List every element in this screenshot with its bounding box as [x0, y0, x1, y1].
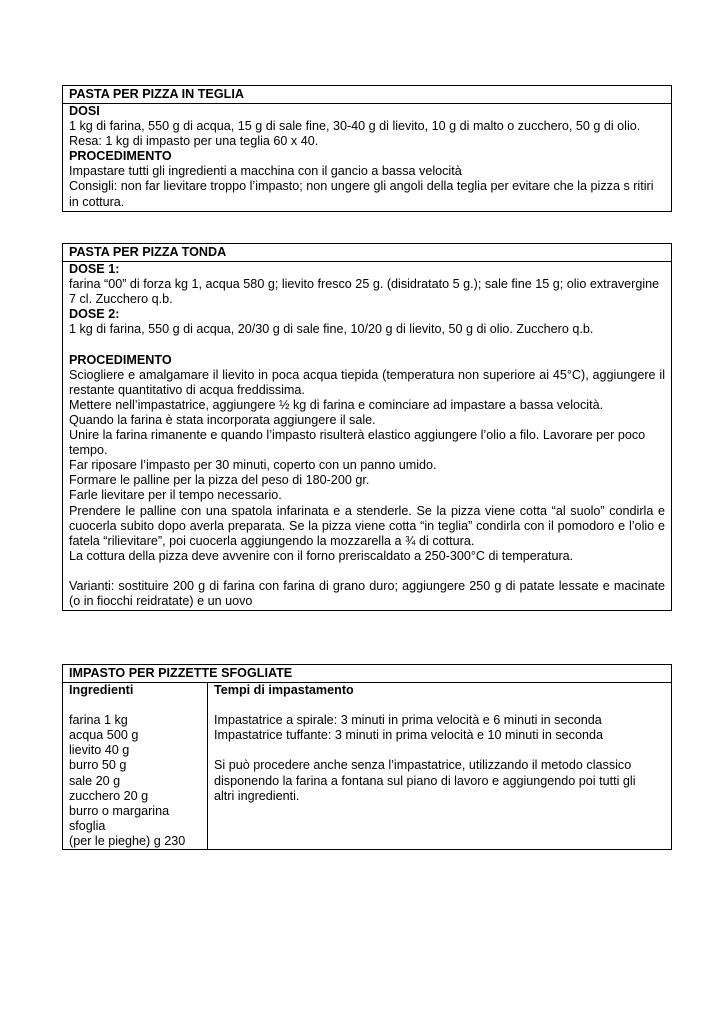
- ingredient-item: acqua 500 g: [69, 728, 139, 743]
- recipe-body: [63, 104, 671, 211]
- dose1-text: farina “00” di forza kg 1, acqua 580 g; lievito fresco 25 g. (disidratato 5 g.); sale fine 15 g; olio extravergine 7 cl. Zucchero q.b.: [69, 277, 660, 307]
- recipe-title: PASTA PER PIZZA TONDA: [63, 244, 671, 262]
- tempi-line: Impastatrice tuffante: 3 minuti in prima velocità e 10 minuti in seconda: [214, 728, 603, 743]
- ingredients-heading: Ingredienti: [69, 683, 134, 697]
- recipe-box-pizza-tonda: [62, 243, 672, 611]
- spacer: [214, 743, 665, 758]
- step-text: Unire la farina rimanente e quando l’impasto risulterà elastico aggiungere l’olio a filo. Lavorare per poco tempo.: [69, 428, 646, 458]
- step-text: Formare le palline per la pizza del peso di 180-200 gr.: [69, 473, 370, 488]
- recipe-title: IMPASTO PER PIZZETTE SFOGLIATE: [63, 665, 671, 683]
- tempi-heading: Tempi di impastamento: [214, 683, 354, 697]
- step-text: Mettere nell’impastatrice, aggiungere ½ kg di farina e cominciare ad impastare a bassa velocità.: [69, 397, 604, 412]
- varianti-text: Varianti: sostituire 200 g di farina con farina di grano duro; aggiungere 250 g di patate lessate e macinate (o in fiocchi reidratate) e un uovo: [69, 578, 665, 609]
- procedimento-heading: PROCEDIMENTO: [69, 149, 172, 164]
- dose1-heading: DOSE 1:: [69, 262, 120, 276]
- recipe-body: [63, 262, 671, 610]
- ingredient-item: sale 20 g: [69, 773, 121, 788]
- recipe-table: [63, 683, 671, 849]
- consigli-text: Consigli: non far lievitare troppo l’impasto; non ungere gli angoli della teglia per evitare che la pizza s ritiri in cottura.: [69, 179, 654, 209]
- step-text: La cottura della pizza deve avvenire con il forno preriscaldato a 250-300°C di temperatura.: [69, 548, 574, 563]
- ingredient-item: burro o margarina: [69, 803, 170, 818]
- spacer: [69, 698, 201, 713]
- dose2-heading: DOSE 2:: [69, 307, 120, 322]
- ingredient-item: farina 1 kg: [69, 713, 128, 728]
- spacer: [69, 564, 665, 579]
- recipe-box-pizzette-sfogliate: [62, 664, 672, 850]
- dosi-heading: DOSI: [69, 104, 100, 118]
- step-text: Quando la farina è stata incorporata aggiungere il sale.: [69, 412, 376, 427]
- ingredient-item: burro 50 g: [69, 758, 127, 773]
- ingredient-item: zucchero 20 g: [69, 788, 149, 803]
- recipe-title: PASTA PER PIZZA IN TEGLIA: [63, 86, 671, 104]
- dosi-text: 1 kg di farina, 550 g di acqua, 15 g di sale fine, 30-40 g di lievito, 10 g di malto o zucchero, 50 g di olio.: [69, 119, 641, 134]
- spacer: [69, 337, 665, 352]
- spacer: [214, 698, 665, 713]
- step-text: Sciogliere e amalgamare il lievito in poca acqua tiepida (temperatura non superiore ai 45°C), aggiungere il restante quantitativo di acqua freddissima.: [69, 367, 665, 397]
- ingredient-item: (per le pieghe) g 230: [69, 833, 186, 848]
- dose2-text: 1 kg di farina, 550 g di acqua, 20/30 g di sale fine, 10/20 g di lievito, 50 g di olio. Zucchero q.b.: [69, 322, 594, 337]
- step-text: Far riposare l’impasto per 30 minuti, coperto con un panno umido.: [69, 458, 437, 473]
- ingredients-column: [63, 683, 208, 849]
- method-note: Si può procedere anche senza l’impastatrice, utilizzando il metodo classico disponendo la farina a fontana sul piano di lavoro e aggiungendo poi tutti gli altri ingredienti.: [214, 758, 636, 803]
- ingredient-item: lievito 40 g: [69, 743, 130, 758]
- tempi-line: Impastatrice a spirale: 3 minuti in prima velocità e 6 minuti in seconda: [214, 713, 602, 728]
- tempi-column: [208, 683, 672, 849]
- procedimento-text: Impastare tutti gli ingredienti a macchina con il gancio a bassa velocità: [69, 164, 462, 179]
- ingredient-item: sfoglia: [69, 818, 106, 833]
- step-text: Farle lievitare per il tempo necessario.: [69, 488, 282, 503]
- step-text: Prendere le palline con una spatola infarinata e a stenderle. Se la pizza viene cotta “al suolo” condirla e cuocerla subito dopo averla preparata. Se la pizza viene cotta “in teglia” condirla con il pomodoro e l’olio e fatela “rilievitare”, poi cuocerla aggiungendo la mozzarella a ¾ di cottura.: [69, 503, 665, 548]
- resa-text: Resa: 1 kg di impasto per una teglia 60 x 40.: [69, 134, 319, 149]
- recipe-box-pizza-in-teglia: [62, 85, 672, 212]
- procedimento-heading: PROCEDIMENTO: [69, 352, 172, 367]
